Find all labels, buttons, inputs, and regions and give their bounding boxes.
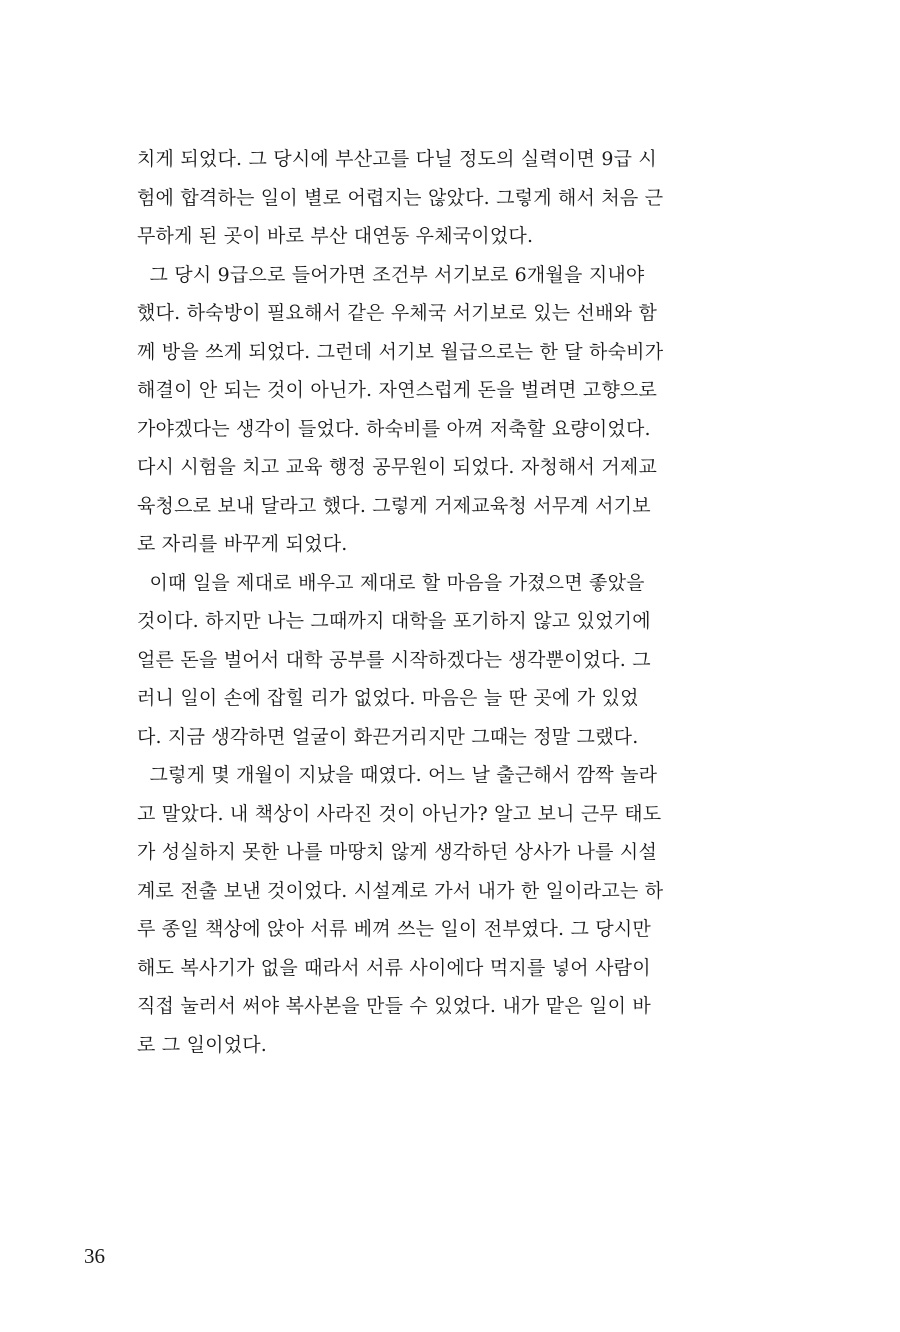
text-line: 그 당시 9급으로 들어가면 조건부 서기보로 6개월을 지내야	[137, 263, 645, 286]
page-number: 36	[84, 1244, 105, 1268]
text-line: 얼른 돈을 벌어서 대학 공부를 시작하겠다는 생각뿐이었다. 그	[137, 648, 651, 671]
text-line: 가 성실하지 못한 나를 마땅치 않게 생각하던 상사가 나를 시설	[137, 841, 658, 863]
text-line: 그렇게 몇 개월이 지났을 때였다. 어느 날 출근해서 깜짝 놀라	[137, 764, 658, 786]
text-line: 것이다. 하지만 나는 그때까지 대학을 포기하지 않고 있었기에	[137, 610, 651, 632]
text-line: 다시 시험을 치고 교육 행정 공무원이 되었다. 자청해서 거제교	[137, 456, 658, 478]
text-line: 께 방을 쓰게 되었다. 그런데 서기보 월급으로는 한 달 하숙비가	[137, 340, 664, 363]
text-line: 이때 일을 제대로 배우고 제대로 할 마음을 가졌으면 좋았을	[137, 571, 645, 594]
text-line: 가야겠다는 생각이 들었다. 하숙비를 아껴 저축할 요량이었다.	[137, 417, 651, 440]
text-line: 로 그 일이었다.	[137, 1033, 268, 1056]
text-line: 육청으로 보내 달라고 했다. 그렇게 거제교육청 서무계 서기보	[137, 494, 651, 517]
text-line: 무하게 된 곳이 바로 부산 대연동 우체국이었다.	[137, 225, 534, 247]
text-line: 험에 합격하는 일이 별로 어렵지는 않았다. 그렇게 해서 처음 근	[137, 186, 664, 209]
text-line: 루 종일 책상에 앉아 서류 베껴 쓰는 일이 전부였다. 그 당시만	[137, 918, 651, 940]
text-line: 다. 지금 생각하면 얼굴이 화끈거리지만 그때는 정말 그랬다.	[137, 725, 639, 748]
text-line: 로 자리를 바꾸게 되었다.	[137, 533, 348, 555]
text-line: 해결이 안 되는 것이 아닌가. 자연스럽게 돈을 벌려면 고향으로	[137, 379, 658, 401]
text-line: 러니 일이 손에 잡힐 리가 없었다. 마음은 늘 딴 곳에 가 있었	[137, 687, 639, 709]
body-text	[137, 140, 707, 1064]
text-line: 치게 되었다. 그 당시에 부산고를 다닐 정도의 실력이면 9급 시	[137, 148, 657, 170]
text-line: 했다. 하숙방이 필요해서 같은 우체국 서기보로 있는 선배와 함	[137, 302, 658, 324]
text-line: 계로 전출 보낸 것이었다. 시설계로 가서 내가 한 일이라고는 하	[137, 879, 664, 902]
text-line: 고 말았다. 내 책상이 사라진 것이 아닌가? 알고 보니 근무 태도	[137, 802, 662, 825]
text-line: 해도 복사기가 없을 때라서 서류 사이에다 먹지를 넣어 사람이	[137, 956, 651, 979]
text-line: 직접 눌러서 써야 복사본을 만들 수 있었다. 내가 맡은 일이 바	[137, 995, 651, 1017]
